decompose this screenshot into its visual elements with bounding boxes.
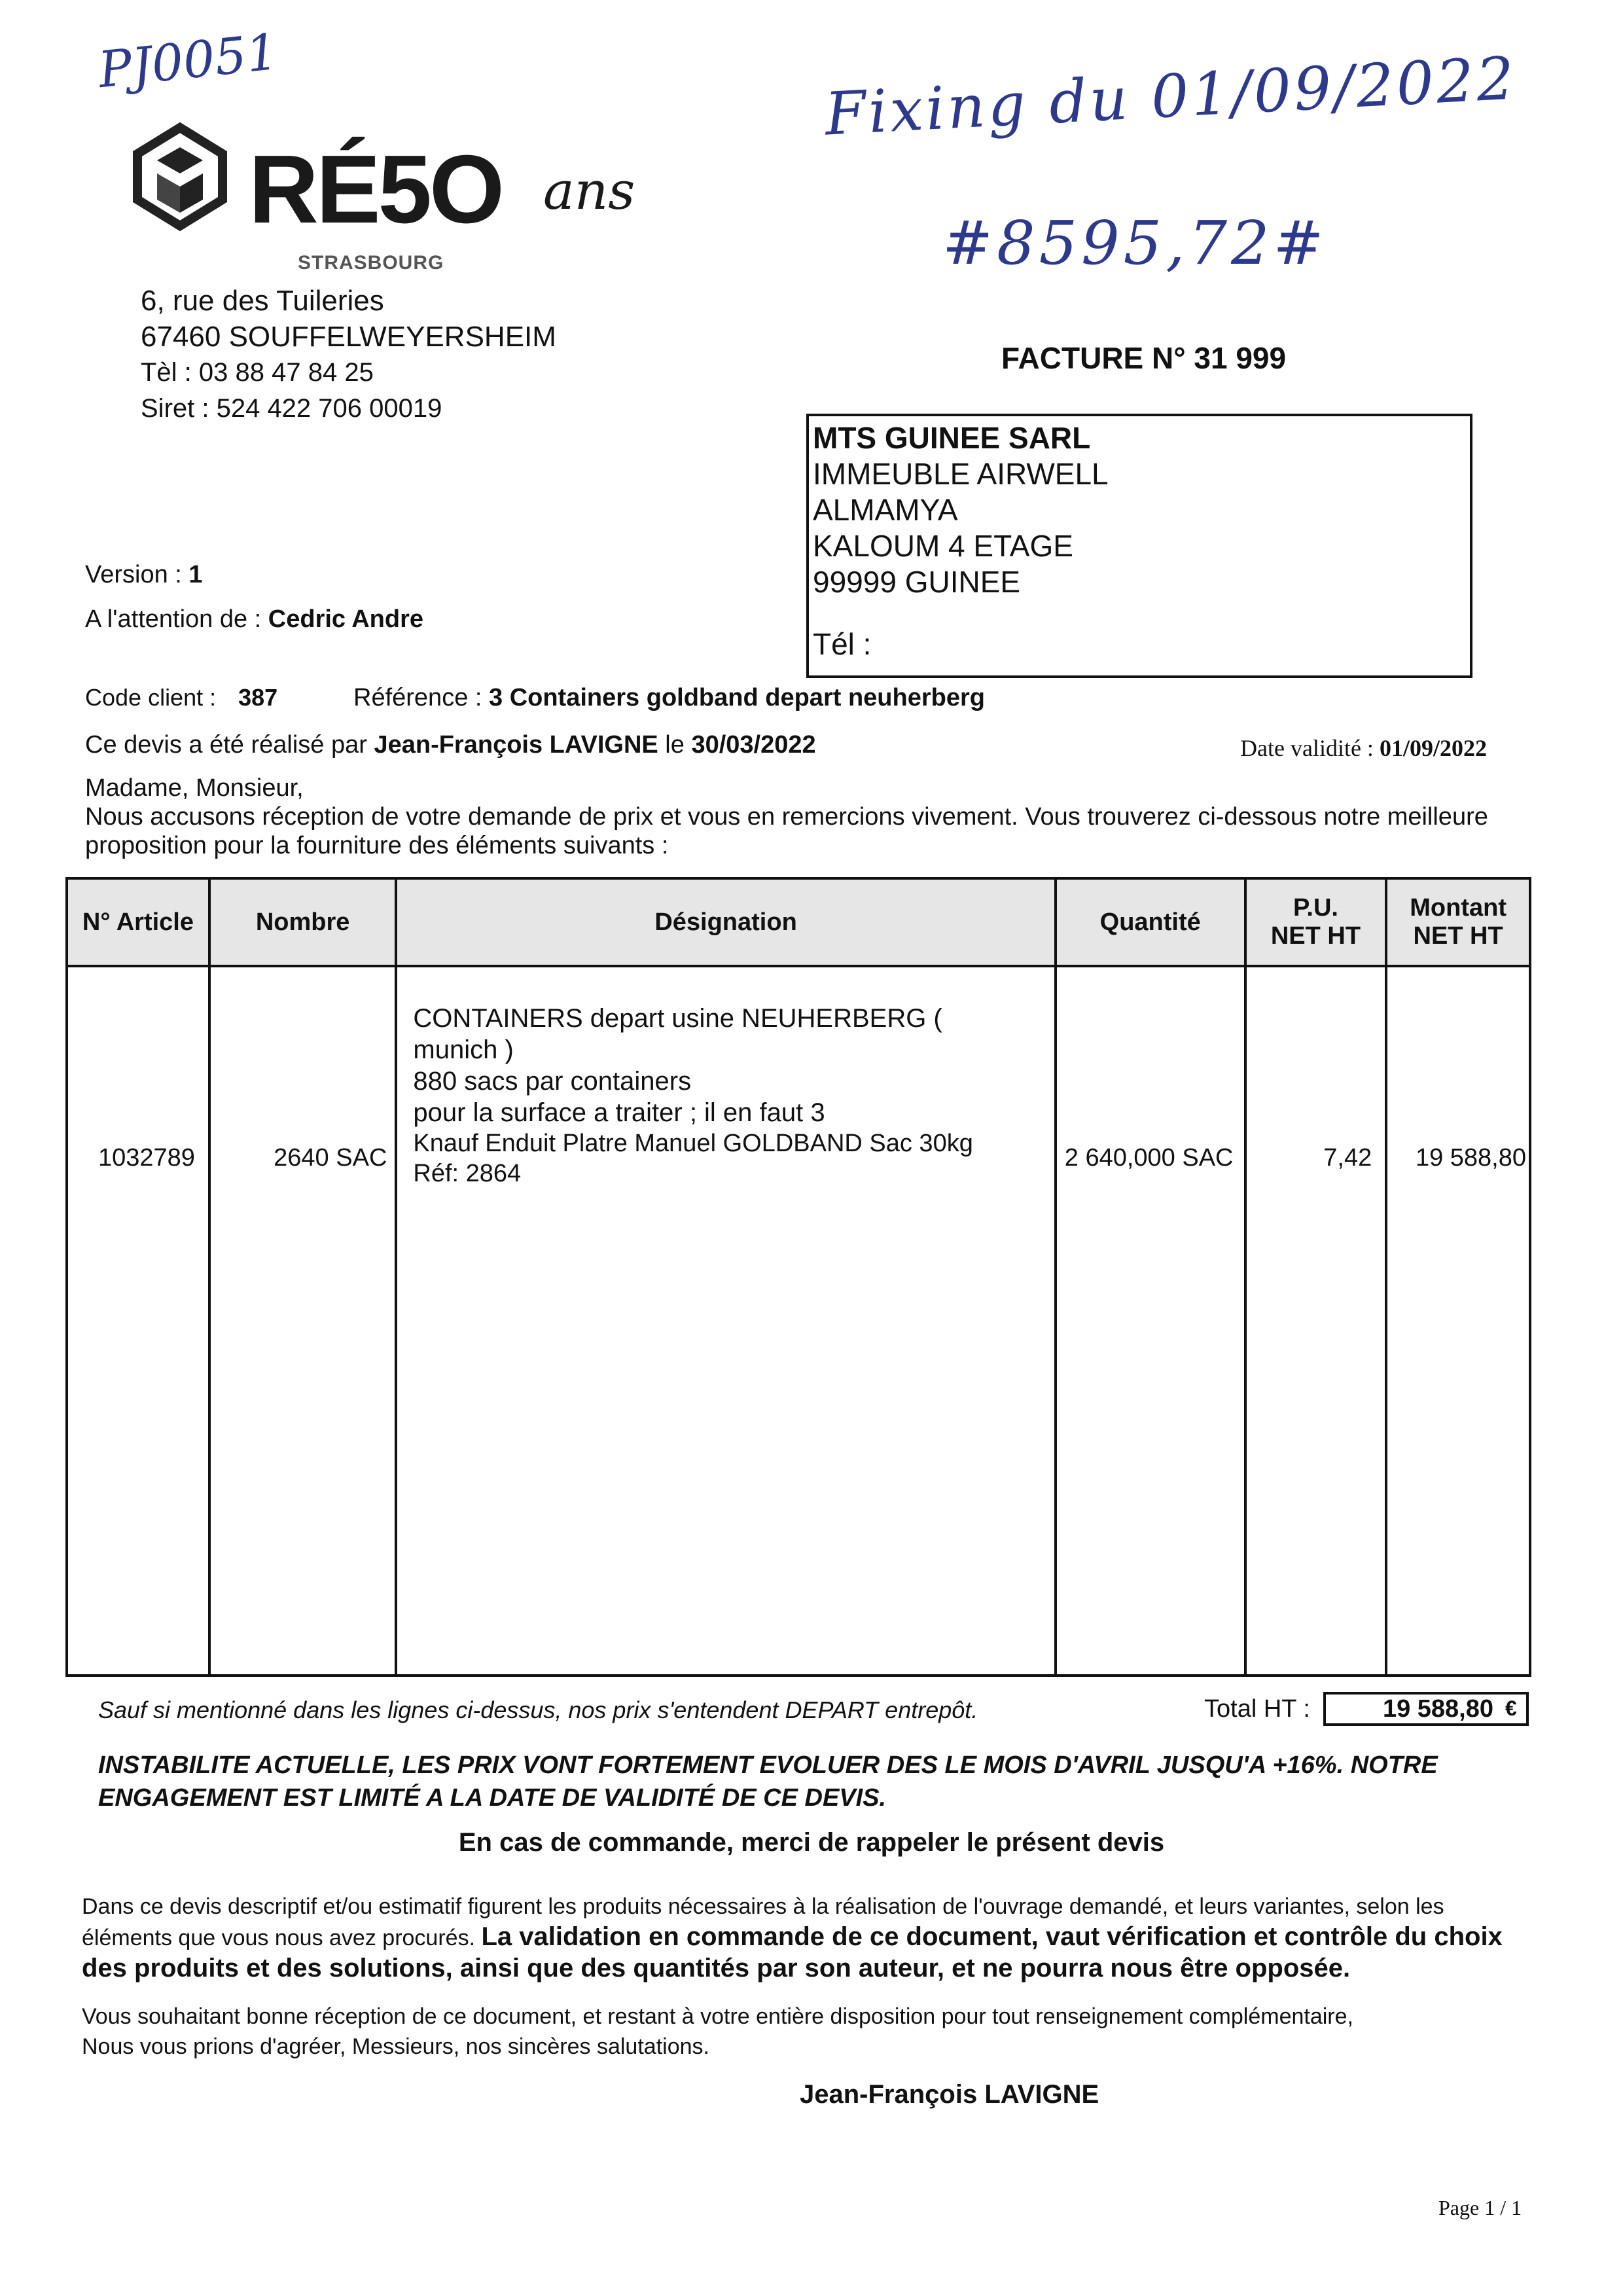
price-note: Sauf si mentionné dans les lignes ci-dessus, nos prix s'entendent DEPART entrepôt. <box>98 1696 978 1723</box>
recipient-line1: IMMEUBLE AIRWELL <box>813 457 1109 491</box>
intro <box>85 774 1525 860</box>
logo-wordmark: RÉ5O <box>249 135 503 243</box>
designation-line: pour la surface a traiter ; il en faut 3 <box>413 1098 825 1127</box>
handwritten-file-id: PJ0051 <box>96 22 281 99</box>
recipient-box <box>806 414 1472 678</box>
version-line <box>85 561 203 589</box>
cell-quantite <box>1056 966 1245 1676</box>
legal-bold-text: La validation en commande de ce document, vaut vérification et contrôle du choix des produits et des solutions, ainsi que des quantités par son auteur, et ne pourra nous être opposée. <box>82 1922 1503 1982</box>
total-label: Total HT : <box>1204 1695 1310 1723</box>
company-city: 67460 SOUFFELWEYERSHEIM <box>141 321 556 353</box>
reference-value: 3 Containers goldband depart neuherberg <box>489 684 985 711</box>
attention-line <box>85 605 423 634</box>
header-pu-line1: P.U. <box>1293 894 1338 922</box>
designation-line: CONTAINERS depart usine NEUHERBERG ( <box>413 1004 942 1033</box>
reference-line <box>353 684 985 712</box>
handwritten-fixing-note: Fixing du 01/09/2022 <box>823 44 1518 149</box>
cell-quantite-text: 2 640,000 SAC <box>1064 1144 1234 1172</box>
cell-pu-text: 7,42 <box>1323 1144 1372 1172</box>
client-code-line <box>85 684 277 711</box>
cell-article <box>67 966 209 1676</box>
closing-line2: Nous vous prions d'agréer, Messieurs, nos sincères salutations. <box>82 2034 709 2059</box>
total-box <box>1323 1692 1529 1726</box>
header-montant-line1: Montant <box>1410 894 1507 922</box>
intro-text: Nous accusons réception de votre demande de prix et vous en remercions vivement. Vous trouverez ci-dessous notre meilleure proposition pour la fourniture des éléments suivants : <box>85 803 1488 859</box>
header-nombre: Nombre <box>209 878 396 966</box>
price-warning <box>98 1749 1538 1814</box>
made-by-mid: le <box>658 731 692 759</box>
company-street: 6, rue des Tuileries <box>141 285 384 317</box>
validity-value: 01/09/2022 <box>1379 735 1487 761</box>
cell-nombre-text: 2640 SAC <box>274 1144 387 1172</box>
header-quantite: Quantité <box>1056 878 1245 966</box>
version-value: 1 <box>188 561 203 588</box>
cell-designation <box>396 966 1055 1676</box>
header-pu <box>1245 878 1387 966</box>
cell-montant <box>1386 966 1530 1676</box>
warning-line1: INSTABILITE ACTUELLE, LES PRIX VONT FORTEMENT EVOLUER DES LE MOIS D'AVRIL JUSQU'A +16%. NOTRE <box>98 1751 1438 1779</box>
designation-lines <box>397 967 1054 1189</box>
closing <box>82 2001 1531 2062</box>
signature: Jean-François LAVIGNE <box>800 2080 1099 2109</box>
table-row <box>67 966 1530 1676</box>
cell-pu <box>1245 966 1387 1676</box>
cell-nombre <box>209 966 396 1676</box>
company-city-tag: STRASBOURG <box>298 252 444 274</box>
invoice-title: FACTURE N° 31 999 <box>1001 341 1287 375</box>
validity-line <box>1240 734 1487 762</box>
recipient-name: MTS GUINEE SARL <box>813 421 1091 455</box>
table-header-row <box>67 878 1530 966</box>
recipient-line3: KALOUM 4 ETAGE <box>813 529 1073 563</box>
header-montant <box>1386 878 1530 966</box>
header-pu-line2: NET HT <box>1270 922 1361 950</box>
items-table <box>65 877 1531 1677</box>
client-code-label: Code client : <box>85 684 217 711</box>
company-logo <box>124 121 635 245</box>
cell-article-text: 1032789 <box>98 1144 195 1172</box>
company-phone: Tèl : 03 88 47 84 25 <box>141 358 374 387</box>
closing-line1: Vous souhaitant bonne réception de ce document, et restant à votre entière disposition pour tout renseignement complémentaire, <box>82 2004 1353 2029</box>
made-by-name: Jean-François LAVIGNE <box>374 731 658 759</box>
designation-product: Knauf Enduit Platre Manuel GOLDBAND Sac 30kg <box>413 1130 973 1157</box>
designation-ref: Réf: 2864 <box>413 1160 522 1187</box>
handwritten-amount: #8595,72# <box>942 208 1328 278</box>
made-by-prefix: Ce devis a été réalisé par <box>85 731 374 759</box>
attention-label: A l'attention de : <box>85 605 268 633</box>
page-number: Page 1 / 1 <box>1438 2196 1522 2219</box>
legal-paragraph <box>82 1892 1531 1984</box>
designation-line: munich ) <box>413 1035 514 1064</box>
header-article: N° Article <box>67 878 209 966</box>
legal-text: Dans ce devis descriptif et/ou estimatif figurent les produits nécessaires à la réalisation de l'ouvrage demandé, et leurs variantes, selon les éléments que vous nous avez procurés. <box>82 1894 1444 1950</box>
designation-line: 880 sacs par containers <box>413 1067 692 1096</box>
total-value: 19 588,80 <box>1382 1695 1493 1723</box>
intro-greeting: Madame, Monsieur, <box>85 774 304 802</box>
total-currency: € <box>1505 1696 1517 1720</box>
made-by-line <box>85 731 816 759</box>
header-designation: Désignation <box>396 878 1055 966</box>
order-recall: En cas de commande, merci de rappeler le présent devis <box>458 1828 1165 1857</box>
recipient-tel: Tél : <box>813 627 872 661</box>
logo-suffix: ans <box>543 160 635 221</box>
attention-value: Cedric Andre <box>268 605 423 633</box>
header-montant-line2: NET HT <box>1413 922 1503 950</box>
client-code-value: 387 <box>238 684 278 711</box>
validity-label: Date validité : <box>1240 735 1380 761</box>
reference-label: Référence : <box>353 684 489 711</box>
logo-emblem-icon <box>124 121 236 239</box>
company-address <box>141 283 556 427</box>
made-by-date: 30/03/2022 <box>691 731 816 759</box>
recipient-line2: ALMAMYA <box>813 493 958 527</box>
warning-line2: ENGAGEMENT EST LIMITÉ A LA DATE DE VALIDITÉ DE CE DEVIS. <box>98 1784 887 1812</box>
company-siret: Siret : 524 422 706 00019 <box>141 394 442 423</box>
cell-montant-text: 19 588,80 <box>1415 1144 1526 1172</box>
recipient-line4: 99999 GUINEE <box>813 565 1021 599</box>
version-label: Version : <box>85 561 189 588</box>
